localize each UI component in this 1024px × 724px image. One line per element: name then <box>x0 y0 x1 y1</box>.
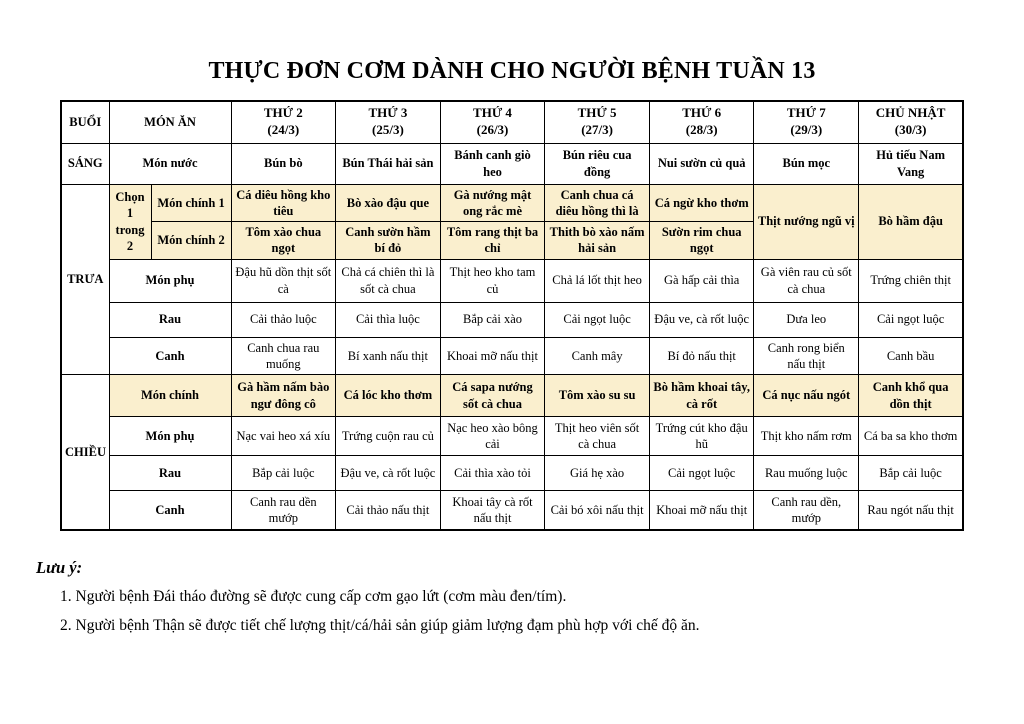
cell-chieu-canh-thu3: Cải thảo nấu thịt <box>336 491 441 530</box>
cell-sang-thu6: Nui sườn củ quả <box>649 143 754 184</box>
cell-chieu-phu-thu3: Trứng cuộn rau củ <box>336 417 441 456</box>
row-label-rau: Rau <box>109 302 231 337</box>
day-date: (27/3) <box>581 122 613 138</box>
cell-chieu-canh-thu2: Canh rau dền mướp <box>231 491 336 530</box>
cell-trua-mc1-thu5: Canh chua cá diêu hồng thì là <box>545 184 650 222</box>
cell-chieu-rau-thu6: Cải ngọt luộc <box>649 456 754 491</box>
day-name: THỨ 6 <box>682 105 722 121</box>
cell-trua-rau-thu3: Cải thìa luộc <box>336 302 441 337</box>
day-date: (25/3) <box>372 122 404 138</box>
column-header-thu4 <box>440 101 545 143</box>
cell-sang-thu2: Bún bò <box>231 143 336 184</box>
cell-trua-canh-thu6: Bí đỏ nấu thịt <box>649 337 754 375</box>
cell-chieu-phu-thu6: Trứng cút kho đậu hũ <box>649 417 754 456</box>
day-date: (24/3) <box>267 122 300 138</box>
row-chieu-rau <box>61 456 963 491</box>
cell-trua-rau-thu7: Dưa leo <box>754 302 859 337</box>
column-header-thu6 <box>649 101 754 143</box>
weekly-menu-table <box>60 100 964 531</box>
section-label-trua: TRƯA <box>61 184 109 375</box>
cell-trua-canh-thu7: Canh rong biển nấu thịt <box>754 337 859 375</box>
cell-chieu-phu-thu5: Thịt heo viên sốt cà chua <box>545 417 650 456</box>
day-date: (26/3) <box>476 122 509 138</box>
row-label-mon-chinh-2: Món chính 2 <box>151 222 231 260</box>
column-header-buoi: BUỔI <box>61 101 109 143</box>
cell-chieu-mc-thu2: Gà hầm nấm bào ngư đông cô <box>231 375 336 417</box>
cell-trua-phu-thu3: Chả cá chiên thì là sốt cà chua <box>336 259 441 302</box>
row-label-mon-phu: Món phụ <box>109 259 231 302</box>
day-date: (29/3) <box>790 122 823 138</box>
row-trua-mon-phu <box>61 259 963 302</box>
cell-trua-canh-thu3: Bí xanh nấu thịt <box>336 337 441 375</box>
notes-section <box>36 558 1024 638</box>
cell-trua-mc2-thu2: Tôm xào chua ngọt <box>231 222 336 260</box>
cell-chieu-rau-thu7: Rau muống luộc <box>754 456 859 491</box>
cell-chieu-mc-thu7: Cá nục nấu ngót <box>754 375 859 417</box>
day-name: THỨ 5 <box>577 105 617 121</box>
cell-trua-phu-thu5: Chả lá lốt thịt heo <box>545 259 650 302</box>
note-item-2: 2. Người bệnh Thận sẽ được tiết chế lượng thịt/cá/hải sản giúp giảm lượng đạm phù hợp với chế độ ăn. <box>60 617 700 635</box>
cell-trua-phu-thu7: Gà viên rau củ sốt cà chua <box>754 259 859 302</box>
cell-trua-mc1-thu2: Cá diêu hồng kho tiêu <box>231 184 336 222</box>
cell-trua-canh-thu5: Canh mây <box>545 337 650 375</box>
cell-chieu-phu-thu4: Nạc heo xào bông cải <box>440 417 545 456</box>
cell-chieu-rau-thu3: Đậu ve, cà rốt luộc <box>336 456 441 491</box>
day-name: THỨ 3 <box>368 105 408 121</box>
cell-chieu-canh-thu4: Khoai tây cà rốt nấu thịt <box>440 491 545 530</box>
cell-trua-mc2-thu6: Sườn rim chua ngọt <box>649 222 754 260</box>
row-chieu-canh <box>61 491 963 530</box>
cell-trua-phu-thu6: Gà hấp cải thìa <box>649 259 754 302</box>
cell-sang-chu-nhat: Hủ tiếu Nam Vang <box>859 143 964 184</box>
note-item-1: 1. Người bệnh Đái tháo đường sẽ được cung cấp cơm gạo lứt (cơm màu đen/tím). <box>60 587 567 605</box>
cell-chieu-rau-thu5: Giá hẹ xào <box>545 456 650 491</box>
cell-trua-rau-thu5: Cải ngọt luộc <box>545 302 650 337</box>
cell-trua-phu-chu-nhat: Trứng chiên thịt <box>859 259 964 302</box>
cell-sang-thu5: Bún riêu cua đồng <box>545 143 650 184</box>
row-trua-canh <box>61 337 963 375</box>
cell-chieu-rau-chu-nhat: Bắp cải luộc <box>859 456 964 491</box>
column-header-thu7 <box>754 101 859 143</box>
cell-chieu-phu-chu-nhat: Cá ba sa kho thơm <box>859 417 964 456</box>
cell-sang-thu4: Bánh canh giò heo <box>440 143 545 184</box>
cell-chieu-rau-thu2: Bắp cải luộc <box>231 456 336 491</box>
cell-trua-rau-thu6: Đậu ve, cà rốt luộc <box>649 302 754 337</box>
cell-trua-mc-chu-nhat: Bò hầm đậu <box>859 184 964 259</box>
cell-trua-rau-chu-nhat: Cải ngọt luộc <box>859 302 964 337</box>
cell-trua-mc-thu7: Thịt nướng ngũ vị <box>754 184 859 259</box>
cell-chieu-phu-thu7: Thịt kho nấm rơm <box>754 417 859 456</box>
day-name: CHỦ NHẬT <box>875 105 946 121</box>
day-date: (28/3) <box>685 122 718 138</box>
cell-chieu-mc-thu6: Bò hầm khoai tây, cà rốt <box>649 375 754 417</box>
cell-chieu-canh-thu5: Cải bó xôi nấu thịt <box>545 491 650 530</box>
cell-trua-canh-thu2: Canh chua rau muống <box>231 337 336 375</box>
cell-chieu-mc-thu5: Tôm xào su su <box>545 375 650 417</box>
cell-chieu-mc-thu3: Cá lóc kho thơm <box>336 375 441 417</box>
page-title: THỰC ĐƠN CƠM DÀNH CHO NGƯỜI BỆNH TUẦN 13 <box>208 58 816 84</box>
column-header-mon-an: MÓN ĂN <box>109 101 231 143</box>
column-header-thu5 <box>545 101 650 143</box>
column-header-thu2 <box>231 101 336 143</box>
cell-trua-rau-thu4: Bắp cải xào <box>440 302 545 337</box>
column-header-chu-nhat <box>859 101 964 143</box>
cell-trua-phu-thu4: Thịt heo kho tam củ <box>440 259 545 302</box>
cell-trua-rau-thu2: Cải thảo luộc <box>231 302 336 337</box>
row-chieu-mon-chinh <box>61 375 963 417</box>
day-name: THỨ 7 <box>786 105 826 121</box>
cell-chieu-canh-chu-nhat: Rau ngót nấu thịt <box>859 491 964 530</box>
header-row <box>61 101 963 143</box>
cell-trua-mc2-thu3: Canh sườn hầm bí đỏ <box>336 222 441 260</box>
cell-sang-thu3: Bún Thái hải sản <box>336 143 441 184</box>
cell-chieu-canh-thu6: Khoai mỡ nấu thịt <box>649 491 754 530</box>
cell-trua-mc1-thu3: Bò xào đậu que <box>336 184 441 222</box>
cell-trua-phu-thu2: Đậu hũ dồn thịt sốt cà <box>231 259 336 302</box>
row-label-mon-chinh-1: Món chính 1 <box>151 184 231 222</box>
row-label-rau: Rau <box>109 456 231 491</box>
row-trua-mon-chinh-1 <box>61 184 963 222</box>
row-label-canh: Canh <box>109 491 231 530</box>
row-label-mon-phu: Món phụ <box>109 417 231 456</box>
cell-trua-canh-thu4: Khoai mỡ nấu thịt <box>440 337 545 375</box>
cell-trua-mc2-thu4: Tôm rang thịt ba chỉ <box>440 222 545 260</box>
cell-sang-thu7: Bún mọc <box>754 143 859 184</box>
row-label-chon-1-trong-2: Chọn 1 trong 2 <box>109 184 151 259</box>
day-name: THỨ 2 <box>263 105 303 121</box>
cell-chieu-mc-chu-nhat: Canh khổ qua dồn thịt <box>859 375 964 417</box>
row-trua-rau <box>61 302 963 337</box>
cell-chieu-mc-thu4: Cá sapa nướng sốt cà chua <box>440 375 545 417</box>
day-date: (30/3) <box>894 122 927 138</box>
row-label-canh: Canh <box>109 337 231 375</box>
row-sang <box>61 143 963 184</box>
row-chieu-mon-phu <box>61 417 963 456</box>
notes-heading: Lưu ý: <box>36 557 83 577</box>
cell-trua-canh-chu-nhat: Canh bầu <box>859 337 964 375</box>
cell-trua-mc1-thu6: Cá ngừ kho thơm <box>649 184 754 222</box>
section-label-chieu: CHIỀU <box>61 375 109 530</box>
cell-chieu-phu-thu2: Nạc vai heo xá xíu <box>231 417 336 456</box>
day-name: THỨ 4 <box>473 105 512 121</box>
row-label-mon-nuoc: Món nước <box>109 143 231 184</box>
cell-trua-mc2-thu5: Thith bò xào nấm hải sản <box>545 222 650 260</box>
cell-chieu-canh-thu7: Canh rau dền, mướp <box>754 491 859 530</box>
cell-trua-mc1-thu4: Gà nướng mật ong rắc mè <box>440 184 545 222</box>
column-header-thu3 <box>336 101 441 143</box>
section-label-sang: SÁNG <box>61 143 109 184</box>
row-label-mon-chinh: Món chính <box>109 375 231 417</box>
cell-chieu-rau-thu4: Cải thìa xào tỏi <box>440 456 545 491</box>
